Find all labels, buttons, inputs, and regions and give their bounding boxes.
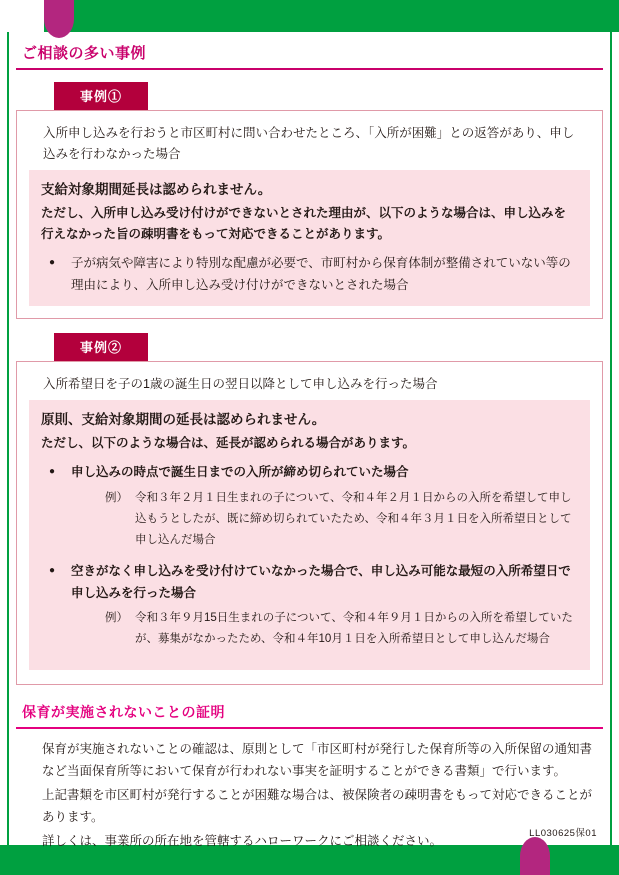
section-title: ご相談の多い事例: [16, 38, 603, 70]
case-block-2: [16, 333, 603, 686]
list-item: [41, 561, 578, 650]
proof-section-title: 保育が実施されないことの証明: [16, 699, 603, 729]
case-sub-2: ただし、以下のような場合は、延長が認められる場合があります。: [41, 436, 416, 451]
case-bullets-1: [41, 253, 578, 296]
case-lead-2: 原則、支給対象期間の延長は認められません。: [41, 412, 326, 428]
case-lead-1: 支給対象期間延長は認められません。: [41, 182, 272, 198]
example-label: 例）: [105, 611, 128, 624]
case-highlight-1: [29, 170, 590, 306]
proof-section-body: [16, 739, 603, 852]
left-frame-line: [7, 32, 9, 845]
top-green-band: [0, 0, 619, 32]
bullet-text: 子が病気や障害により特別な配慮が必要で、市町村から保育体制が整備されていない等の理由により、入所申し込み受け付けができないとされた場合: [71, 256, 571, 292]
list-item: [41, 253, 578, 296]
example-text: 令和３年９月15日生まれの子について、令和４年９月１日からの入所を希望していたが、募集がなかったため、令和４年10月１日を入所希望日として申し込んだ場合: [135, 611, 573, 646]
case-box-1: [16, 110, 603, 319]
bullet-text: 空きがなく申し込みを受け付けていなかった場合で、申し込み可能な最短の入所希望日で申し込みを行った場合: [71, 564, 571, 600]
page-content: [16, 38, 603, 855]
proof-paragraph: 上記書類を市区町村が発行することが困難な場合は、被保険者の疎明書をもって対応できることがあります。: [42, 788, 593, 825]
top-magenta-lobe: [44, 0, 74, 38]
example-text: 令和３年２月１日生まれの子について、令和４年２月１日からの入所を希望して申し込もうとしたが、既に締め切られていたため、令和４年３月１日を入所希望日として申し込んだ場合: [135, 491, 572, 547]
bullet-example: [105, 608, 578, 651]
case-bullets-2: [41, 462, 578, 650]
document-code: LL030625保01: [529, 828, 597, 839]
case-intro-2: 入所希望日を子の1歳の誕生日の翌日以降として申し込みを行った場合: [43, 376, 438, 391]
list-item: [41, 462, 578, 551]
bullet-text: 申し込みの時点で誕生日までの入所が締め切られていた場合: [71, 465, 409, 480]
case-block-1: [16, 82, 603, 319]
proof-paragraph: 詳しくは、事業所の所在地を管轄するハローワークにご相談ください。: [42, 833, 443, 848]
case-box-2: [16, 361, 603, 686]
example-label: 例）: [105, 491, 128, 504]
case-highlight-2: [29, 400, 590, 670]
case-tag-2: 事例②: [54, 333, 148, 361]
bullet-example: [105, 488, 578, 552]
case-sub-1: ただし、入所申し込み受け付けができないとされた理由が、以下のような場合は、申し込みを行えなかった旨の疎明書をもって対応できることがあります。: [41, 205, 567, 242]
case-tag-1: 事例①: [54, 82, 148, 110]
right-frame-line: [610, 32, 612, 845]
case-intro-1: 入所申し込みを行おうと市区町村に問い合わせたところ、「入所が困難」との返答があり、申し込みを行わなかった場合: [43, 126, 575, 161]
proof-paragraph: 保育が実施されないことの確認は、原則として「市区町村が発行した保育所等の入所保留の通知書など当面保育所等において保育が行われない事実を証明することができる書類」で行います。: [42, 742, 593, 779]
